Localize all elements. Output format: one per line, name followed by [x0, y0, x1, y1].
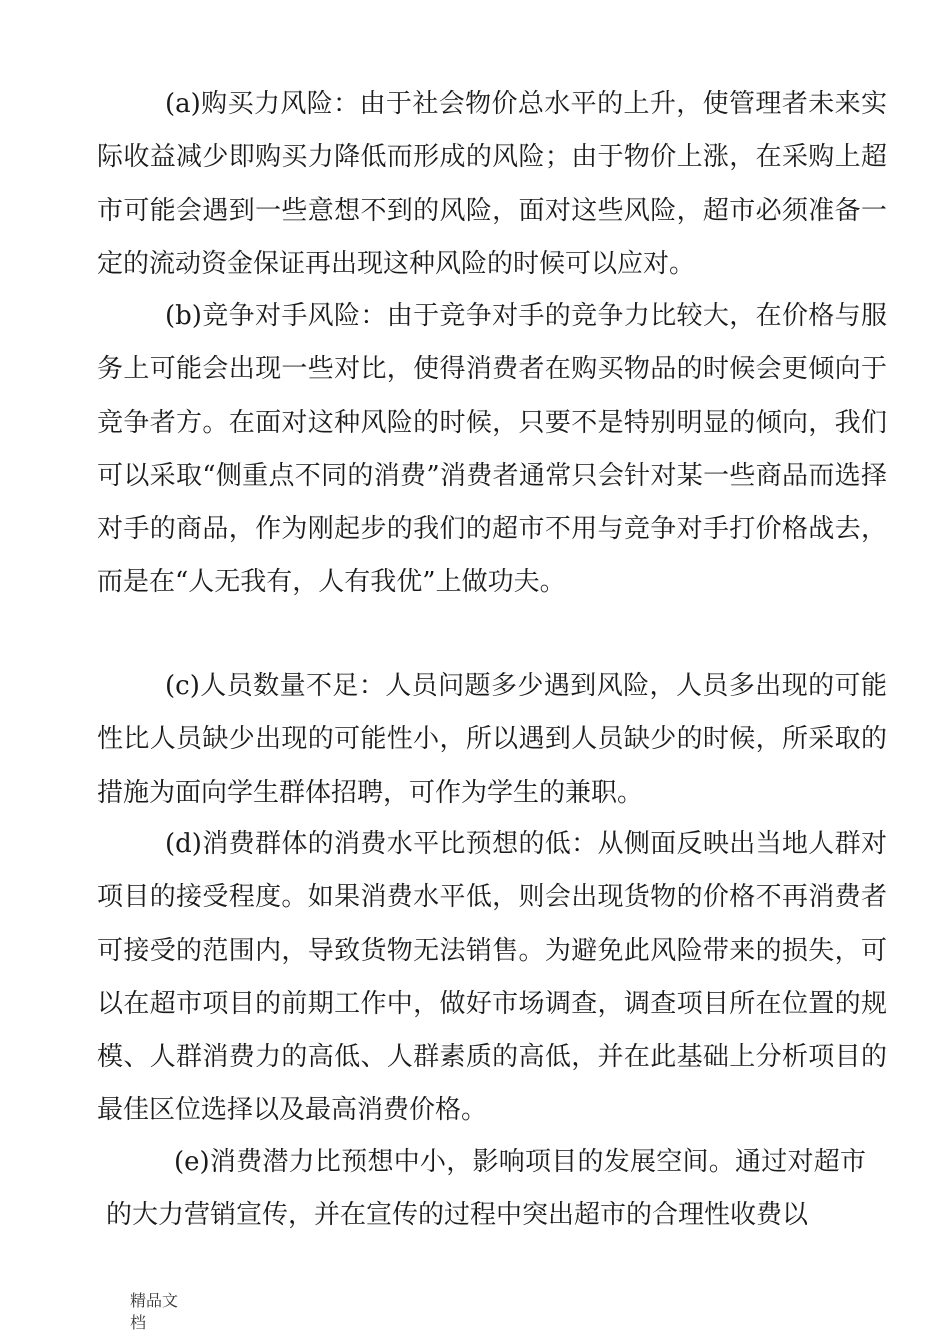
paragraph-text: (b)竞争对手风险：由于竞争对手的竞争力比较大，在价格与服务上可能会出现一些对比，使得消费者在购买物品的时候会更倾向于竞争者方。在面对这种风险的时候，只要不是特别明显的倾向，我们可以采取“侧重点不同的消费”消费者通常只会针对某一些商品而选择对手的商品，作为刚起步的我们的超市不用与竞争对手打价格战去，而是在“人无我有，人有我优”上做功夫。 [97, 301, 887, 598]
paragraph-consumption-potential [106, 1136, 866, 1243]
paragraph-purchasing-power-risk [97, 78, 887, 291]
paragraph-low-consumption-level [97, 818, 887, 1138]
paragraph-competitor-risk [97, 290, 887, 610]
paragraph-text: (d)消费群体的消费水平比预想的低：从侧面反映出当地人群对项目的接受程度。如果消费水平低，则会出现货物的价格不再消费者可接受的范围内，导致货物无法销售。为避免此风险带来的损失，可以在超市项目的前期工作中，做好市场调查，调查项目所在位置的规模、人群消费力的高低、人群素质的高低，并在此基础上分析项目的最佳区位选择以及最高消费价格。 [97, 829, 887, 1126]
paragraph-staffing-shortage [97, 660, 887, 820]
page-footer: 精品文档 [130, 1291, 179, 1332]
paragraph-text: (c)人员数量不足：人员问题多少遇到风险，人员多出现的可能性比人员缺少出现的可能性小，所以遇到人员缺少的时候，所采取的措施为面向学生群体招聘，可作为学生的兼职。 [97, 671, 887, 808]
paragraph-text: (e)消费潜力比预想中小，影响项目的发展空间。通过对超市的大力营销宣传，并在宣传的过程中突出超市的合理性收费以 [106, 1147, 866, 1231]
paragraph-text: (a)购买力风险：由于社会物价总水平的上升，使管理者未来实际收益减少即购买力降低而形成的风险；由于物价上涨，在采购上超市可能会遇到一些意想不到的风险，面对这些风险，超市必须准备一定的流动资金保证再出现这种风险的时候可以应对。 [97, 89, 887, 279]
